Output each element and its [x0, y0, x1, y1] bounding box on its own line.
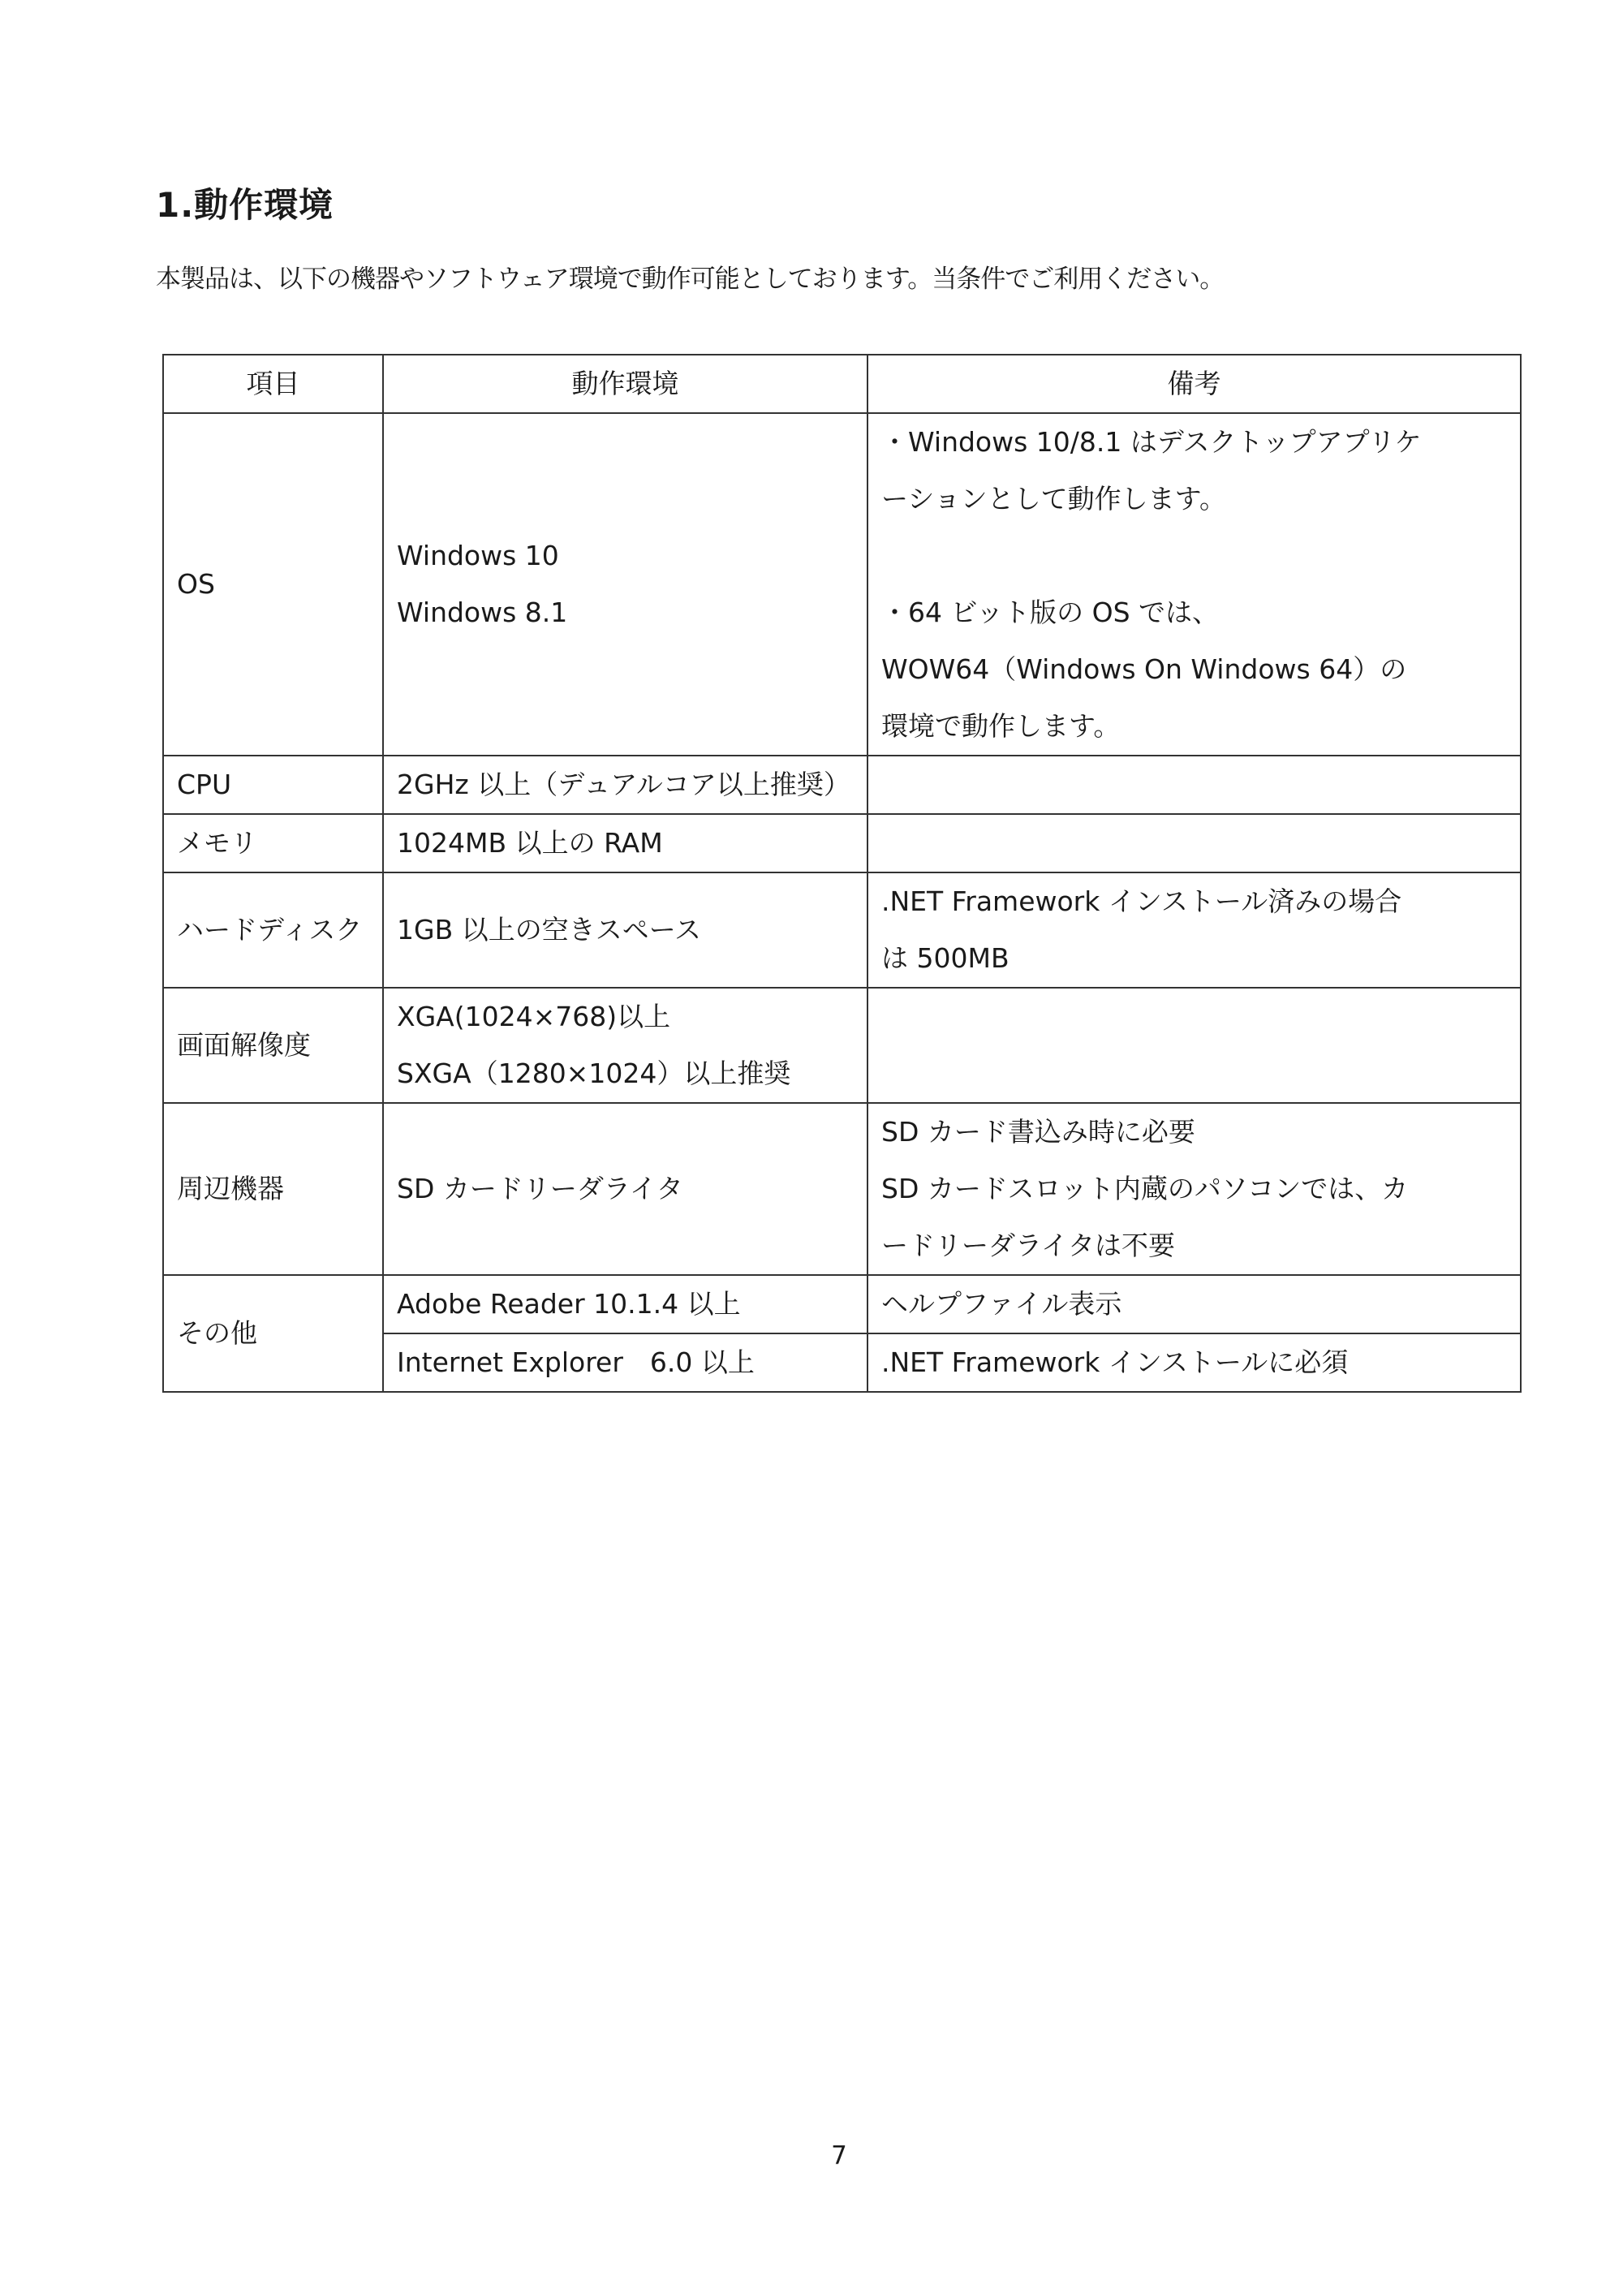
other-notes: ヘルプファイル表示: [867, 1275, 1521, 1333]
table-row-other-1: [163, 1275, 1521, 1333]
resolution-item: 画面解像度: [163, 988, 383, 1103]
os-env-line: Windows 8.1: [397, 597, 568, 628]
table-row-resolution: [163, 988, 1521, 1103]
other-notes: .NET Framework インストールに必須: [867, 1333, 1521, 1392]
resolution-env-line: SXGA（1280×1024）以上推奨: [397, 1058, 791, 1089]
memory-notes: [867, 814, 1521, 872]
disk-environment: 1GB 以上の空きスペース: [383, 872, 867, 988]
table-row-disk: [163, 872, 1521, 988]
os-note-line: ・Windows 10/8.1 はデスクトップアプリケ: [881, 426, 1422, 458]
other-item: その他: [163, 1275, 383, 1392]
other-environment: Adobe Reader 10.1.4 以上: [383, 1275, 867, 1333]
intro-text: 本製品は、以下の機器やソフトウェア環境で動作可能としております。当条件でご利用ください。: [156, 265, 1225, 294]
memory-environment: 1024MB 以上の RAM: [383, 814, 867, 872]
disk-note-line: は 500MB: [881, 942, 1010, 974]
peripheral-note-line: SD カード書込み時に必要: [881, 1116, 1195, 1148]
os-item: OS: [163, 413, 383, 756]
spacer: [881, 528, 1507, 584]
cpu-environment: 2GHz 以上（デュアルコア以上推奨）: [383, 756, 867, 814]
peripheral-notes: [867, 1103, 1521, 1275]
cpu-notes: [867, 756, 1521, 814]
cpu-item: CPU: [163, 756, 383, 814]
header-notes: 備考: [867, 355, 1521, 413]
table-row-peripheral: [163, 1103, 1521, 1275]
os-note-line: 環境で動作します。: [881, 710, 1121, 742]
os-note-line: ーションとして動作します。: [881, 483, 1227, 515]
table-header-row: [163, 355, 1521, 413]
table-row-os: [163, 413, 1521, 756]
peripheral-note-line: SD カードスロット内蔵のパソコンでは、カ: [881, 1173, 1409, 1204]
disk-note-line: .NET Framework インストール済みの場合: [881, 885, 1402, 917]
header-item: 項目: [163, 355, 383, 413]
disk-notes: [867, 872, 1521, 988]
peripheral-item: 周辺機器: [163, 1103, 383, 1275]
page-number: 7: [831, 2141, 847, 2170]
peripheral-environment: SD カードリーダライタ: [383, 1103, 867, 1275]
memory-item: メモリ: [163, 814, 383, 872]
header-environment: 動作環境: [383, 355, 867, 413]
table-row-cpu: [163, 756, 1521, 814]
section-heading: 1.動作環境: [156, 185, 334, 225]
os-environment: [383, 413, 867, 756]
peripheral-note-line: ードリーダライタは不要: [881, 1230, 1176, 1261]
os-env-line: Windows 10: [397, 540, 559, 571]
os-note-line: WOW64（Windows On Windows 64）の: [881, 653, 1407, 685]
resolution-environment: [383, 988, 867, 1103]
table-row-memory: [163, 814, 1521, 872]
requirements-table: [162, 354, 1522, 1393]
resolution-notes: [867, 988, 1521, 1103]
os-notes: [867, 413, 1521, 756]
other-environment: Internet Explorer 6.0 以上: [383, 1333, 867, 1392]
os-note-line: ・64 ビット版の OS では、: [881, 597, 1220, 628]
disk-item: ハードディスク: [163, 872, 383, 988]
resolution-env-line: XGA(1024×768)以上: [397, 1001, 671, 1032]
